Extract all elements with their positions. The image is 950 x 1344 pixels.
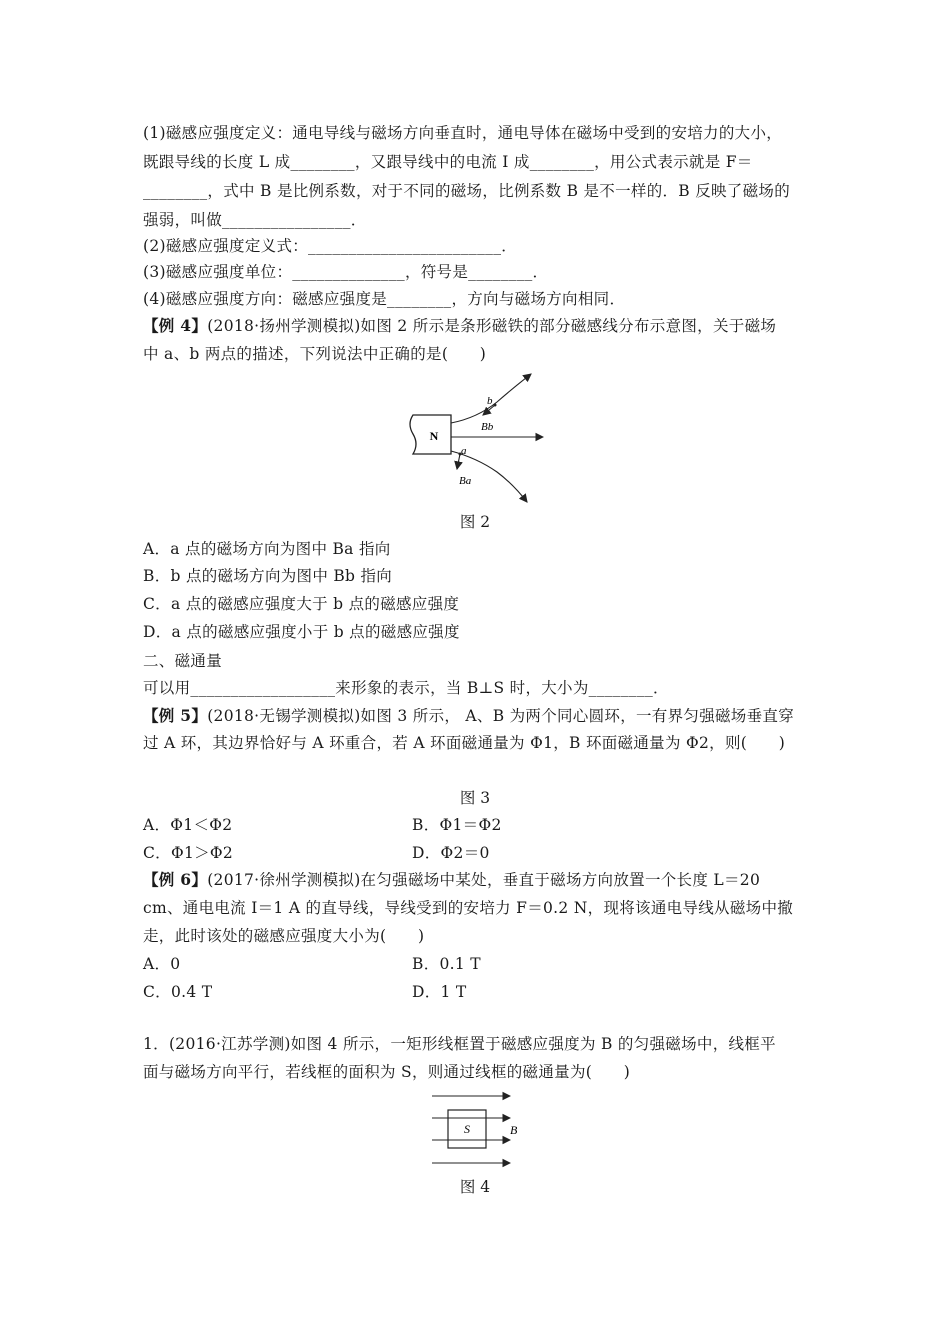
- text-line: 中 a、b 两点的描述，下列说法中正确的是( ): [143, 345, 487, 363]
- option-row: [143, 815, 823, 835]
- section-heading: 二、磁通量: [143, 652, 223, 670]
- option-a: A．a 点的磁场方向为图中 Ba 指向: [143, 540, 391, 558]
- option-c: C．Φ1＞Φ2: [143, 844, 234, 862]
- example-5-line: 【例 5】(2018·无锡学测模拟)如图 3 所示， A、B 为两个同心圆环，一有界匀强磁场垂直穿: [143, 706, 795, 725]
- text-line: (2)磁感应强度定义式：________________________．: [143, 237, 518, 255]
- label-bb: Bb: [481, 421, 494, 433]
- text-line: 走，此时该处的磁感应强度大小为( ): [143, 927, 425, 945]
- option-b: B．b 点的磁场方向为图中 Bb 指向: [143, 567, 393, 585]
- option-d: D．a 点的磁感应强度小于 b 点的磁感应强度: [143, 623, 460, 641]
- text-line: (3)磁感应强度单位：______________，符号是________．: [143, 263, 549, 281]
- example-tag: 【例 5】: [143, 706, 208, 725]
- text-line: 强弱，叫做________________．: [143, 211, 367, 229]
- option-row: [143, 954, 823, 974]
- option-row: [143, 982, 823, 1002]
- option-c: C．a 点的磁感应强度大于 b 点的磁感应强度: [143, 595, 460, 613]
- text-line: 面与磁场方向平行，若线框的面积为 S，则通过线框的磁通量为( ): [143, 1063, 631, 1081]
- text-line: 既跟导线的长度 L 成________，又跟导线中的电流 I 成________，用公式表示就是 F＝: [143, 153, 753, 171]
- option-a: A．Φ1＜Φ2: [143, 816, 233, 834]
- text-line: 过 A 环，其边界恰好与 A 环重合，若 A 环面磁通量为 Φ1，B 环面磁通量为 Φ2，则( ): [143, 734, 786, 752]
- label-s: S: [464, 1122, 470, 1136]
- option-d: D．Φ2＝0: [412, 844, 490, 862]
- text-line: 可以用__________________来形象的表示，当 B⊥S 时，大小为________．: [143, 679, 669, 697]
- example-4-line: 【例 4】(2018·扬州学测模拟)如图 2 所示是条形磁铁的部分磁感线分布示意图，关于磁场: [143, 316, 777, 335]
- figure-4-field-frame: [428, 1088, 528, 1174]
- text-line: (4)磁感应强度方向：磁感应强度是________，方向与磁场方向相同．: [143, 290, 626, 308]
- label-b: B: [510, 1123, 518, 1137]
- vector-ba: [457, 454, 460, 469]
- label-a: a: [461, 445, 467, 457]
- text-line: ________，式中 B 是比例系数，对于不同的磁场，比例系数 B 是不一样的．B 反映了磁场的: [143, 182, 791, 200]
- label-ba: Ba: [459, 475, 472, 487]
- option-b: B．Φ1＝Φ2: [412, 816, 502, 834]
- text-line: 1．(2016·江苏学测)如图 4 所示，一矩形线框置于磁感应强度为 B 的匀强磁场中，线框平: [143, 1035, 776, 1053]
- label-b: b: [487, 395, 493, 407]
- option-a: A．0: [143, 955, 181, 973]
- figure-caption: 图 3: [459, 789, 491, 807]
- example-tag: 【例 4】: [143, 316, 208, 335]
- text-line: cm、通电电流 I＝1 A 的直导线，导线受到的安培力 F＝0.2 N，现将该通电导线从磁场中撤: [143, 899, 794, 917]
- magnet-n-label: N: [429, 429, 439, 443]
- option-d: D．1 T: [412, 983, 467, 1001]
- example-tag: 【例 6】: [143, 870, 208, 889]
- option-b: B．0.1 T: [412, 955, 481, 973]
- figure-caption: 图 4: [459, 1178, 491, 1196]
- option-row: [143, 843, 823, 863]
- figure-2-bar-magnet: [405, 368, 555, 508]
- option-c: C．0.4 T: [143, 983, 213, 1001]
- text-line: (1)磁感应强度定义：通电导线与磁场方向垂直时，通电导体在磁场中受到的安培力的大小，: [143, 124, 783, 142]
- example-6-line: 【例 6】(2017·徐州学测模拟)在匀强磁场中某处，垂直于磁场方向放置一个长度 L＝20: [143, 870, 761, 889]
- figure-caption: 图 2: [459, 513, 491, 531]
